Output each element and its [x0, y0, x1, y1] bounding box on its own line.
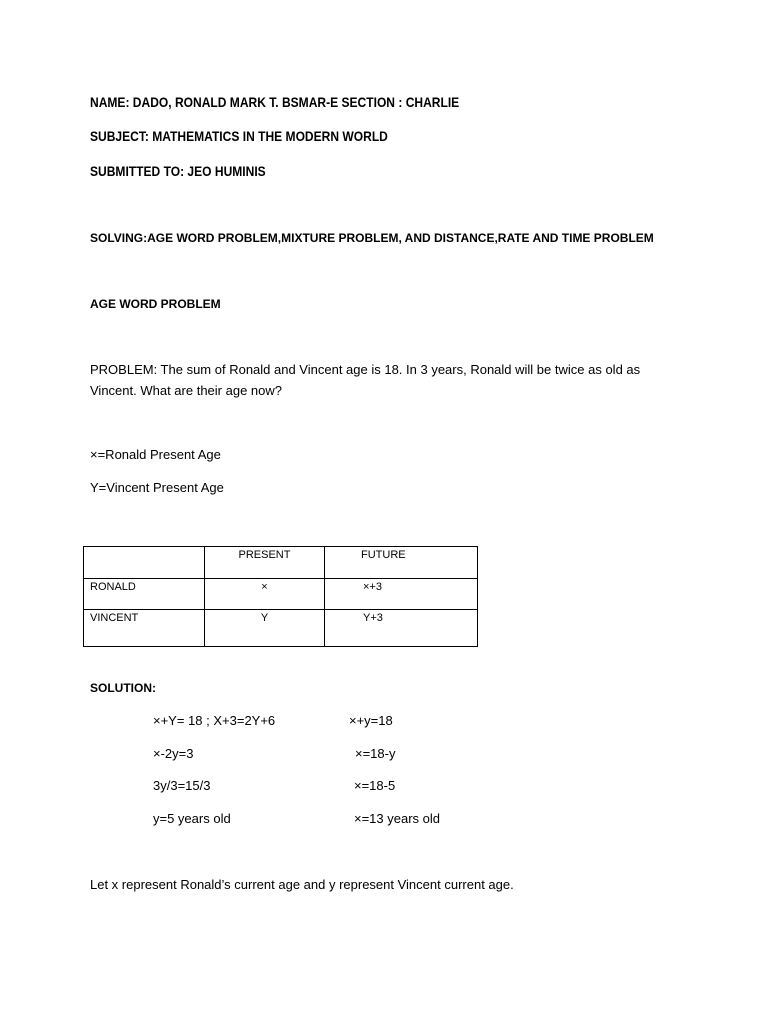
name-line: NAME: DADO, RONALD MARK T. BSMAR-E SECTION : CHARLIE [90, 94, 460, 110]
solution-label: SOLUTION: [90, 681, 156, 695]
solution-step-right: ×+y=18 [349, 713, 393, 728]
submitted-to-line: SUBMITTED TO: JEO HUMINIS [90, 163, 266, 179]
problem-statement: PROBLEM: The sum of Ronald and Vincent age is 18. In 3 years, Ronald will be twice as old as Vincent. What are their age now? [90, 362, 641, 398]
table-cell-present: Y [205, 610, 325, 647]
table-cell-future: ×+3 [325, 579, 478, 610]
y-definition: Y=Vincent Present Age [90, 480, 224, 495]
solution-step-left: ×-2y=3 [153, 746, 194, 761]
table-cell-name: RONALD [84, 579, 205, 610]
solution-step-right: ×=13 years old [354, 811, 441, 826]
table-header-cell [84, 547, 205, 579]
solution-step-left: 3y/3=15/3 [153, 778, 211, 793]
solution-step-left: y=5 years old [153, 811, 231, 826]
table-row [84, 579, 478, 610]
table-header-row [84, 547, 478, 579]
age-table [83, 546, 478, 647]
table-cell-future: Y+3 [325, 610, 478, 647]
table-cell-present: × [205, 579, 325, 610]
table-header-future: FUTURE [325, 547, 478, 579]
topic-heading: SOLVING:AGE WORD PROBLEM,MIXTURE PROBLEM, AND DISTANCE,RATE AND TIME PROBLEM [90, 231, 654, 245]
solution-step-right: ×=18-y [355, 746, 396, 761]
conclusion-text: Let x represent Ronald’s current age and y represent Vincent current age. [90, 877, 514, 892]
table-cell-name: VINCENT [84, 610, 205, 647]
x-definition: ×=Ronald Present Age [90, 447, 221, 462]
solution-step-left: ×+Y= 18 ; X+3=2Y+6 [153, 713, 276, 728]
solution-step-right: ×=18-5 [354, 778, 396, 793]
subject-line: SUBJECT: MATHEMATICS IN THE MODERN WORLD [90, 128, 388, 144]
section-heading: AGE WORD PROBLEM [90, 297, 221, 311]
table-header-present: PRESENT [205, 547, 325, 579]
table-row [84, 610, 478, 647]
